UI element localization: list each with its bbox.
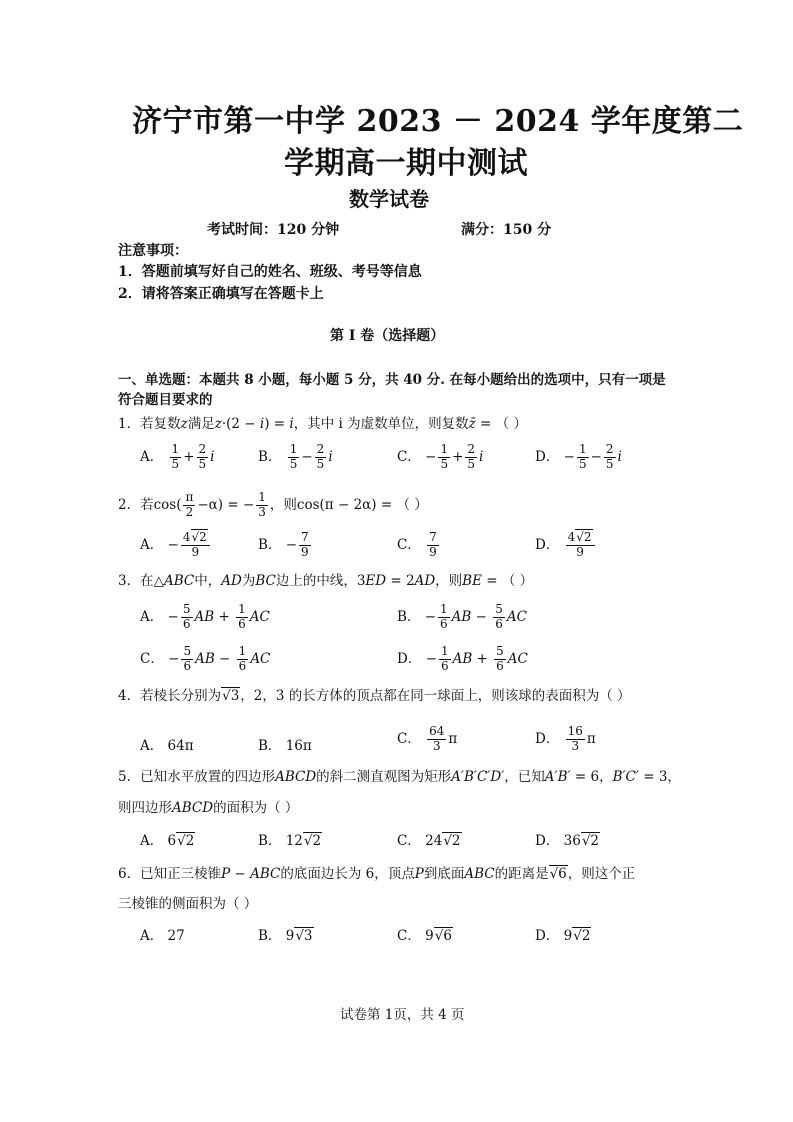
question-4-option-c[interactable]: C． $\frac{64}{3}$ π xyxy=(397,724,458,753)
question-2-option-a[interactable]: A． − $\frac{4√2}{9}$ xyxy=(140,531,212,560)
question-2-option-b[interactable]: B． − $\frac{7}{9}$ xyxy=(258,530,309,559)
question-5-option-a[interactable]: A． 6√2 xyxy=(140,833,195,849)
exam-time: 考试时间：120 分钟 xyxy=(207,222,340,238)
question-2-option-d[interactable]: D． $\frac{4√2}{9}$ xyxy=(535,531,597,560)
question-4-stem: 4．若棱长分别为√3，2，3 的长方体的顶点都在同一球面上，则该球的表面积为（ ） xyxy=(118,688,631,704)
note-item-1: 1．答题前填写好自己的姓名、班级、考号等信息 xyxy=(118,264,422,280)
question-5-option-c[interactable]: C． 24√2 xyxy=(397,833,461,849)
question-1-option-d[interactable]: D． − $\frac{1}{5}$ − $\frac{2}{5}$ i xyxy=(535,442,622,471)
question-4-option-d[interactable]: D． $\frac{16}{3}$ π xyxy=(535,724,596,753)
question-5-option-d[interactable]: D． 36√2 xyxy=(535,833,600,849)
question-6-stem-line-1: 6．已知正三棱锥P − ABC的底面边长为 6，顶点P到底面ABC的距离是√6，则这个正 xyxy=(118,866,636,882)
question-4-option-b[interactable]: B． 16π xyxy=(258,738,312,754)
question-6-option-d[interactable]: D． 9√2 xyxy=(535,928,591,944)
subject-title: 数学试卷 xyxy=(349,187,429,211)
title-line-2: 学期高一期中测试 xyxy=(284,146,528,181)
question-1-option-b[interactable]: B． $\frac{1}{5}$ − $\frac{2}{5}$ i xyxy=(258,442,333,471)
question-3-option-b[interactable]: B． − $\frac{1}{6}$ AB − $\frac{5}{6}$ AC xyxy=(397,602,527,631)
title-line-1: 济宁市第一中学 2023 － 2024 学年度第二 xyxy=(132,104,744,139)
question-2-stem: 2．若cos( $\frac{\pi}{2}$ −α) = − $\frac{1}{3}$ ，则cos(π − 2α) = （ ） xyxy=(118,490,428,519)
question-1-stem: 1．若复数z满足z·(2 − i) = i，其中 i 为虚数单位，则复数z̄ = （ ） xyxy=(118,416,527,432)
question-4-option-a[interactable]: A． 64π xyxy=(140,738,194,754)
question-3-stem: 3．在△ABC中，AD为BC边上的中线，3ED = 2AD，则BE = （ ） xyxy=(118,573,534,589)
question-5-stem-line-2: 则四边形ABCD的面积为（ ） xyxy=(118,800,299,816)
question-6-option-a[interactable]: A． 27 xyxy=(140,928,185,944)
question-3-option-c[interactable]: C． − $\frac{5}{6}$ AB − $\frac{1}{6}$ AC xyxy=(140,644,271,673)
question-3-option-d[interactable]: D． − $\frac{1}{6}$ AB + $\frac{5}{6}$ AC xyxy=(397,644,528,673)
question-6-stem-line-2: 三棱锥的侧面积为（ ） xyxy=(118,896,258,912)
page-footer: 试卷第 1页，共 4 页 xyxy=(340,1007,465,1023)
notes-heading: 注意事项： xyxy=(118,243,188,259)
question-5-stem-line-1: 5．已知水平放置的四边形ABCD的斜二测直观图为矩形A′B′C′D′，已知A′B′ = 6，B′C′ = 3， xyxy=(118,769,681,785)
question-1-option-a[interactable]: A． $\frac{1}{5}$ + $\frac{2}{5}$ i xyxy=(140,442,215,471)
question-3-option-a[interactable]: A． − $\frac{5}{6}$ AB + $\frac{1}{6}$ AC xyxy=(140,602,270,631)
question-6-option-b[interactable]: B． 9√3 xyxy=(258,928,313,944)
question-1-option-c[interactable]: C． − $\frac{1}{5}$ + $\frac{2}{5}$ i xyxy=(397,442,484,471)
question-2-option-c[interactable]: C． $\frac{7}{9}$ xyxy=(397,530,437,559)
part1-title: 第 I 卷（选择题） xyxy=(330,328,445,344)
note-item-2: 2．请将答案正确填写在答题卡上 xyxy=(118,286,324,302)
full-score: 满分：150 分 xyxy=(461,222,552,238)
question-5-option-b[interactable]: B． 12√2 xyxy=(258,833,322,849)
question-6-option-c[interactable]: C． 9√6 xyxy=(397,928,452,944)
section1-intro-1: 一、单选题：本题共 8 小题，每小题 5 分，共 40 分. 在每小题给出的选项中，只有一项是 xyxy=(118,372,666,388)
section1-intro-2: 符合题目要求的 xyxy=(118,392,213,408)
